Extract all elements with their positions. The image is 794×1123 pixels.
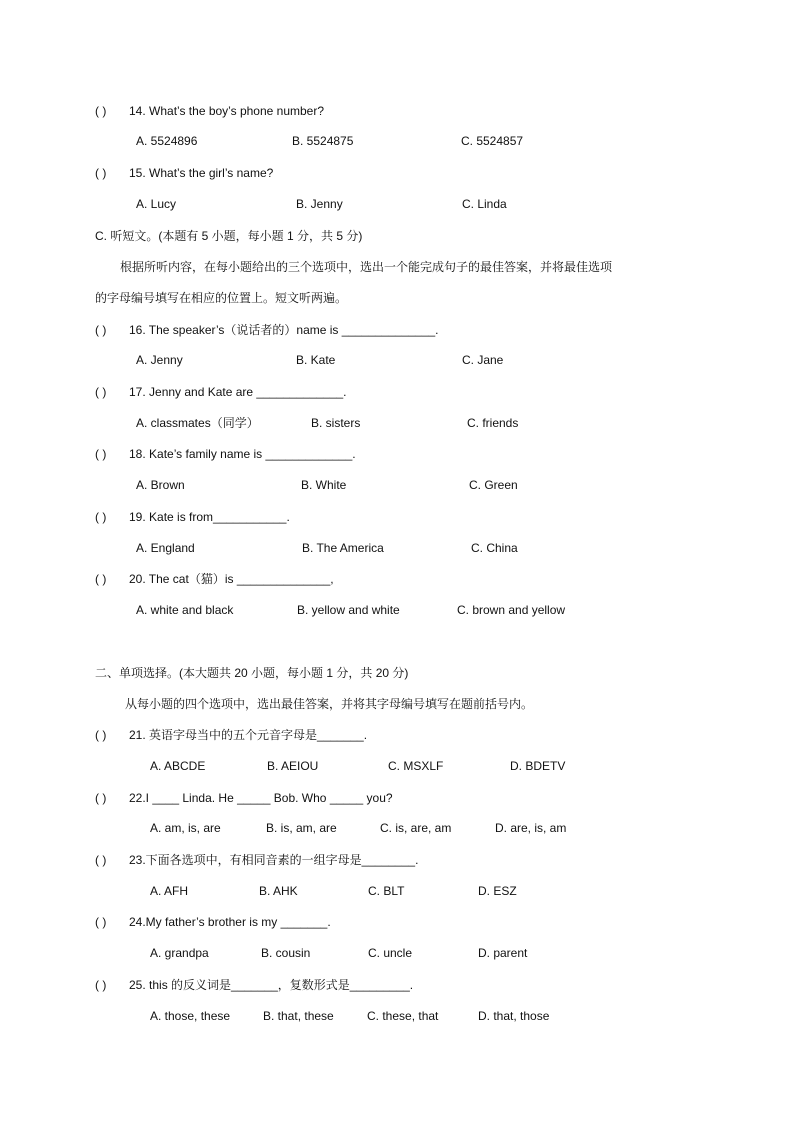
question-text: 25. this 的反义词是_______，复数形式是_________. [129,978,414,992]
question-text: 17. Jenny and Kate are _____________. [129,385,347,399]
option-d: D. are, is, am [495,821,567,835]
answer-bracket[interactable]: ( ) [95,510,107,524]
question-text: 18. Kate’s family name is _____________. [129,447,356,461]
option-b: B. sisters [311,416,361,430]
question-text: 23.下面各选项中，有相同音素的一组字母是________. [129,853,419,867]
option-b: B. 5524875 [292,134,354,148]
question-text: 24.My father’s brother is my _______. [129,915,331,929]
option-a: A. Lucy [136,197,177,211]
option-b: B. Jenny [296,197,343,211]
answer-bracket[interactable]: ( ) [95,323,107,337]
option-a: A. classmates（同学） [136,416,259,430]
option-a: A. Brown [136,478,185,492]
question-text: 22.I ____ Linda. He _____ Bob. Who _____ you? [129,791,393,805]
option-c: C. BLT [368,884,405,898]
section-c-title: C. 听短文。(本题有 5 小题，每小题 1 分，共 5 分) [95,229,363,243]
answer-bracket[interactable]: ( ) [95,447,107,461]
section-2-title: 二、单项选择。(本大题共 20 小题，每小题 1 分，共 20 分) [95,666,409,680]
option-c: C. Jane [462,353,504,367]
section-c-instruction-line1: 根据所听内容，在每小题给出的三个选项中，选出一个能完成句子的最佳答案，并将最佳选项 [120,260,613,274]
question-text: 19. Kate is from___________. [129,510,290,524]
option-b: B. The America [302,541,384,555]
option-b: B. yellow and white [297,603,400,617]
answer-bracket[interactable]: ( ) [95,915,107,929]
section-2-instruction: 从每小题的四个选项中，选出最佳答案，并将其字母编号填写在题前括号内。 [125,697,534,711]
question-text: 16. The speaker’s（说话者的）name is ______________. [129,323,439,337]
option-b: B. is, am, are [266,821,337,835]
option-a: A. those, these [150,1009,231,1023]
option-a: A. AFH [150,884,189,898]
question-text: 20. The cat（猫）is ______________, [129,572,334,586]
option-a: A. ABCDE [150,759,206,773]
option-d: D. that, those [478,1009,550,1023]
option-c: C. Linda [462,197,507,211]
option-b: B. AEIOU [267,759,319,773]
option-d: D. ESZ [478,884,517,898]
option-c: C. MSXLF [388,759,444,773]
option-a: A. Jenny [136,353,183,367]
question-text: 15. What’s the girl’s name? [129,166,274,180]
option-a: A. grandpa [150,946,209,960]
option-a: A. white and black [136,603,234,617]
question-text: 21. 英语字母当中的五个元音字母是_______. [129,728,368,742]
answer-bracket[interactable]: ( ) [95,104,107,118]
option-c: C. these, that [367,1009,439,1023]
option-a: A. 5524896 [136,134,198,148]
option-c: C. China [471,541,518,555]
option-c: C. Green [469,478,518,492]
option-c: C. uncle [368,946,413,960]
answer-bracket[interactable]: ( ) [95,572,107,586]
question-text: 14. What’s the boy’s phone number? [129,104,325,118]
answer-bracket[interactable]: ( ) [95,978,107,992]
option-a: A. am, is, are [150,821,221,835]
option-c: C. is, are, am [380,821,452,835]
option-b: B. White [301,478,347,492]
option-a: A. England [136,541,195,555]
answer-bracket[interactable]: ( ) [95,385,107,399]
option-c: C. brown and yellow [457,603,566,617]
answer-bracket[interactable]: ( ) [95,728,107,742]
section-c-instruction-line2: 的字母编号填写在相应的位置上。短文听两遍。 [95,291,348,305]
option-b: B. AHK [259,884,298,898]
option-d: D. BDETV [510,759,566,773]
option-b: B. that, these [263,1009,334,1023]
option-b: B. Kate [296,353,336,367]
answer-bracket[interactable]: ( ) [95,791,107,805]
answer-bracket[interactable]: ( ) [95,853,107,867]
option-b: B. cousin [261,946,311,960]
option-c: C. 5524857 [461,134,524,148]
option-c: C. friends [467,416,519,430]
option-d: D. parent [478,946,528,960]
answer-bracket[interactable]: ( ) [95,166,107,180]
